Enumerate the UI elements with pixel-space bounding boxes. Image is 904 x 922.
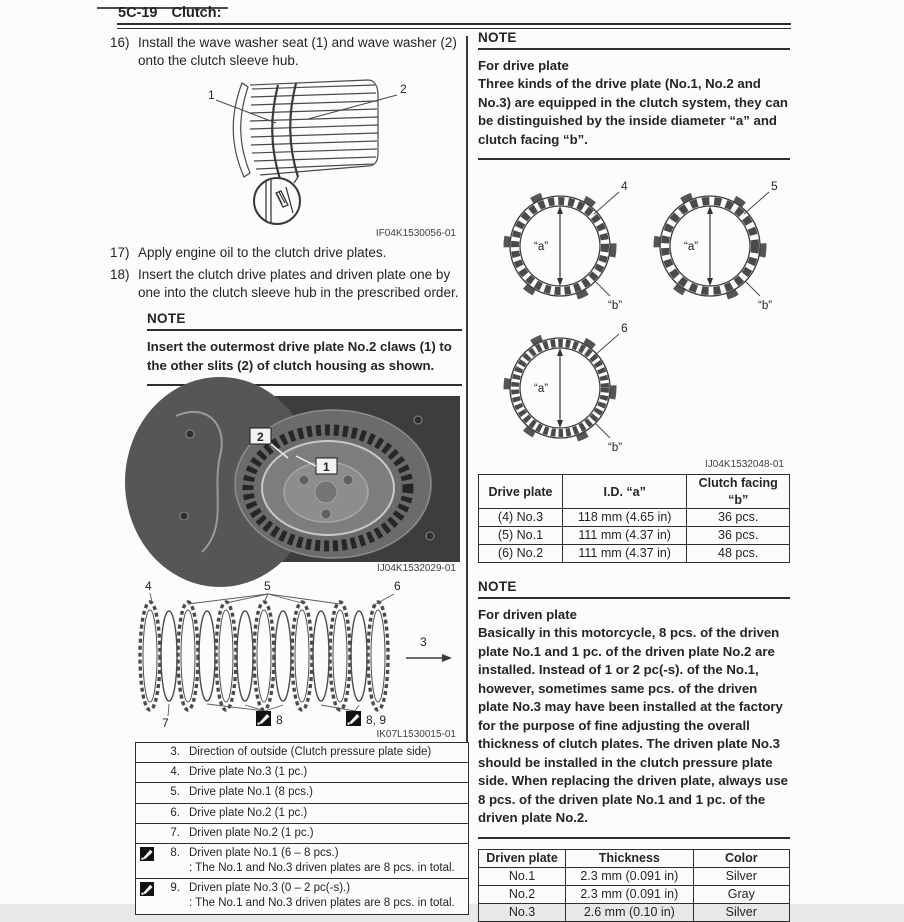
- note-label: NOTE: [147, 311, 462, 331]
- legend-text: [189, 881, 463, 911]
- left-column: [110, 34, 462, 915]
- legend-num: 5.: [170, 786, 180, 799]
- plate-stack-diagram: [110, 578, 462, 731]
- drive-plates-diagram: [478, 170, 790, 458]
- note-text: Basically in this motorcycle, 8 pcs. of the driven plate No.1 and 1 pc. of the driven plate No.2 are installed. Instead of 1 or 2 pc(-s). of the No.1, however, sometimes same pcs. of the driven plate No.3 may have been installed at the factory for the purpose of fine adjusting the overall thickness of clutch plates. The driven plate No.3 should be installed in the clutch pressure plate side. When replacing the driven plate, always use 8 pcs. of the driven plate No.1 and 1 pc. of the driven plate No.2.: [478, 625, 789, 826]
- step-text: Insert the clutch drive plates and driven plate one by one into the clutch sleeve hub in the prescribed order.: [138, 267, 459, 301]
- cell: Silver: [693, 867, 789, 885]
- column-header: Drive plate: [479, 475, 563, 509]
- cell: 111 mm (4.37 in): [562, 526, 686, 544]
- note-title: For driven plate: [478, 606, 577, 622]
- wear-icon: [140, 882, 154, 896]
- column-header: Thickness: [566, 849, 694, 867]
- header-rule: [117, 23, 791, 29]
- section-title: Clutch:: [171, 5, 222, 21]
- callout-1-label: 1: [323, 460, 330, 475]
- note-box-drive-plate: [478, 30, 790, 160]
- hub-drum: [233, 80, 378, 177]
- figure-clutch-photo: [168, 396, 462, 562]
- magnifier-detail: [254, 177, 300, 224]
- figure-code: IJ04K1532029-01: [377, 563, 456, 575]
- figure-code: IF04K1530056-01: [375, 227, 456, 239]
- legend-num: 9.: [170, 882, 180, 895]
- cell: 36 pcs.: [687, 508, 790, 526]
- step-number: 18): [110, 267, 130, 283]
- cell: 111 mm (4.37 in): [562, 544, 686, 562]
- legend-text: Drive plate No.1 (8 pcs.): [189, 786, 313, 799]
- note-body: [478, 57, 790, 160]
- dim-a-label: “a”: [684, 241, 699, 254]
- note-title: For drive plate: [478, 58, 569, 73]
- section-code: 5C-19: [118, 5, 158, 21]
- table-header-row: [479, 475, 790, 509]
- cell: (4) No.3: [479, 508, 563, 526]
- right-column: [478, 30, 790, 922]
- wear-icon: [140, 847, 154, 861]
- figure-code: IJ04K1532048-01: [705, 459, 784, 471]
- callout-6-label: 6: [621, 321, 628, 336]
- note-text: Insert the outermost drive plate No.2 claws (1) to the other slits (2) of clutch housing as shown.: [147, 339, 452, 373]
- legend-text-sub: : The No.1 and No.3 driven plates are 8 pcs. in total.: [189, 897, 455, 910]
- legend-num: 7.: [170, 826, 180, 839]
- note-body: [478, 606, 790, 839]
- driven-plate-table: [478, 849, 790, 922]
- table-row: [479, 526, 790, 544]
- table-header-row: [479, 849, 790, 867]
- legend-row: [136, 743, 468, 763]
- cell: Silver: [693, 903, 789, 921]
- legend-text: [189, 846, 463, 876]
- note-box-driven-plate: [478, 579, 790, 839]
- callout-2-label: 2: [257, 430, 264, 445]
- wave-washer-lines: [272, 83, 298, 179]
- callout-6-label: 6: [394, 579, 401, 594]
- note-text: Three kinds of the drive plate (No.1, No.2 and No.3) are equipped in the clutch system, they can be distinguished by the inside diameter “a” and clutch facing “b”.: [478, 76, 788, 147]
- legend-num: 6.: [170, 806, 180, 819]
- legend-num: 3.: [170, 746, 180, 759]
- cell: (6) No.2: [479, 544, 563, 562]
- legend-row: [136, 804, 468, 824]
- legend-text: Direction of outside (Clutch pressure plate side): [189, 746, 432, 759]
- clutch-photo: [168, 396, 460, 562]
- step-17: [110, 244, 462, 262]
- callout-3-label: 3: [420, 635, 427, 650]
- figure-code: IK07L1530015-01: [376, 729, 456, 741]
- step-text: Apply engine oil to the clutch drive plates.: [138, 244, 387, 260]
- drive-plate-5: [654, 179, 778, 312]
- step-number: 16): [110, 35, 130, 50]
- note-body: [147, 338, 462, 386]
- cell: 48 pcs.: [687, 544, 790, 562]
- cell: No.3: [479, 903, 566, 921]
- legend-text: Driven plate No.2 (1 pc.): [189, 826, 314, 839]
- stack-callouts: [145, 579, 401, 730]
- callout-5-label: 5: [771, 179, 778, 194]
- page-header: [118, 5, 221, 21]
- legend-row: [136, 844, 468, 879]
- cell: 2.3 mm (0.091 in): [566, 885, 694, 903]
- cell: 118 mm (4.65 in): [562, 508, 686, 526]
- step-16: [110, 34, 462, 70]
- legend-text-sub: : The No.1 and No.3 driven plates are 8 pcs. in total.: [189, 862, 455, 875]
- dim-a-label: “a”: [534, 383, 549, 396]
- figure-drive-plates: [478, 170, 790, 458]
- drive-plate-table: [478, 474, 790, 563]
- step-text: Install the wave washer seat (1) and wave washer (2) onto the clutch sleeve hub.: [138, 35, 457, 68]
- step-18: [110, 266, 462, 302]
- callout-7-label: 7: [162, 716, 169, 731]
- legend-num: 4.: [170, 766, 180, 779]
- legend-row: [136, 783, 468, 803]
- column-header: I.D. “a”: [562, 475, 686, 509]
- wear-icon-8: [256, 711, 283, 727]
- legend-row: [136, 763, 468, 783]
- legend-text-main: Driven plate No.1 (6 – 8 pcs.): [189, 846, 339, 859]
- table-row: [479, 867, 790, 885]
- cell: 2.3 mm (0.091 in): [566, 867, 694, 885]
- cell: Gray: [693, 885, 789, 903]
- legend-row: [136, 824, 468, 844]
- cell: No.1: [479, 867, 566, 885]
- callout-4-label: 4: [621, 179, 628, 194]
- cell: 36 pcs.: [687, 526, 790, 544]
- callout-8-label: 8: [276, 713, 283, 728]
- drive-plate-6: [504, 321, 628, 454]
- legend-text: Drive plate No.3 (1 pc.): [189, 766, 308, 779]
- column-header: Clutch facing “b”: [687, 475, 790, 509]
- table-row: [479, 885, 790, 903]
- direction-arrow: [406, 635, 452, 662]
- callout-1-label: 1: [208, 87, 215, 102]
- dim-b-label: “b”: [608, 300, 623, 313]
- note-box-outermost-plate: [147, 311, 462, 386]
- cell: 2.6 mm (0.10 in): [566, 903, 694, 921]
- plate-rings: [140, 602, 388, 710]
- callout-8-9-label: 8, 9: [366, 713, 387, 728]
- figure-plate-stack: [110, 578, 462, 731]
- dim-b-label: “b”: [608, 442, 623, 455]
- legend-row: [136, 879, 468, 913]
- figure-hub-drawing: [110, 75, 462, 227]
- legend-num: 8.: [170, 846, 180, 859]
- dim-b-label: “b”: [758, 300, 773, 313]
- cell: (5) No.1: [479, 526, 563, 544]
- column-header: Driven plate: [479, 849, 566, 867]
- callout-5-label: 5: [264, 579, 271, 594]
- note-label: NOTE: [478, 579, 790, 599]
- step-number: 17): [110, 244, 130, 260]
- table-row: [479, 544, 790, 562]
- table-row: [479, 903, 790, 921]
- table-row: [479, 508, 790, 526]
- drive-plate-4: [504, 179, 628, 312]
- stack-legend-table: [135, 742, 469, 915]
- legend-text-main: Driven plate No.3 (0 – 2 pc(-s).): [189, 882, 351, 895]
- column-header: Color: [693, 849, 789, 867]
- hub-wave-washer-diagram: [110, 75, 462, 227]
- cell: No.2: [479, 885, 566, 903]
- legend-text: Drive plate No.2 (1 pc.): [189, 806, 308, 819]
- callout-2-label: 2: [400, 81, 407, 96]
- note-label: NOTE: [478, 30, 790, 50]
- wear-icon-8-9: [346, 711, 386, 727]
- dim-a-label: “a”: [534, 241, 549, 254]
- callout-4-label: 4: [145, 579, 152, 594]
